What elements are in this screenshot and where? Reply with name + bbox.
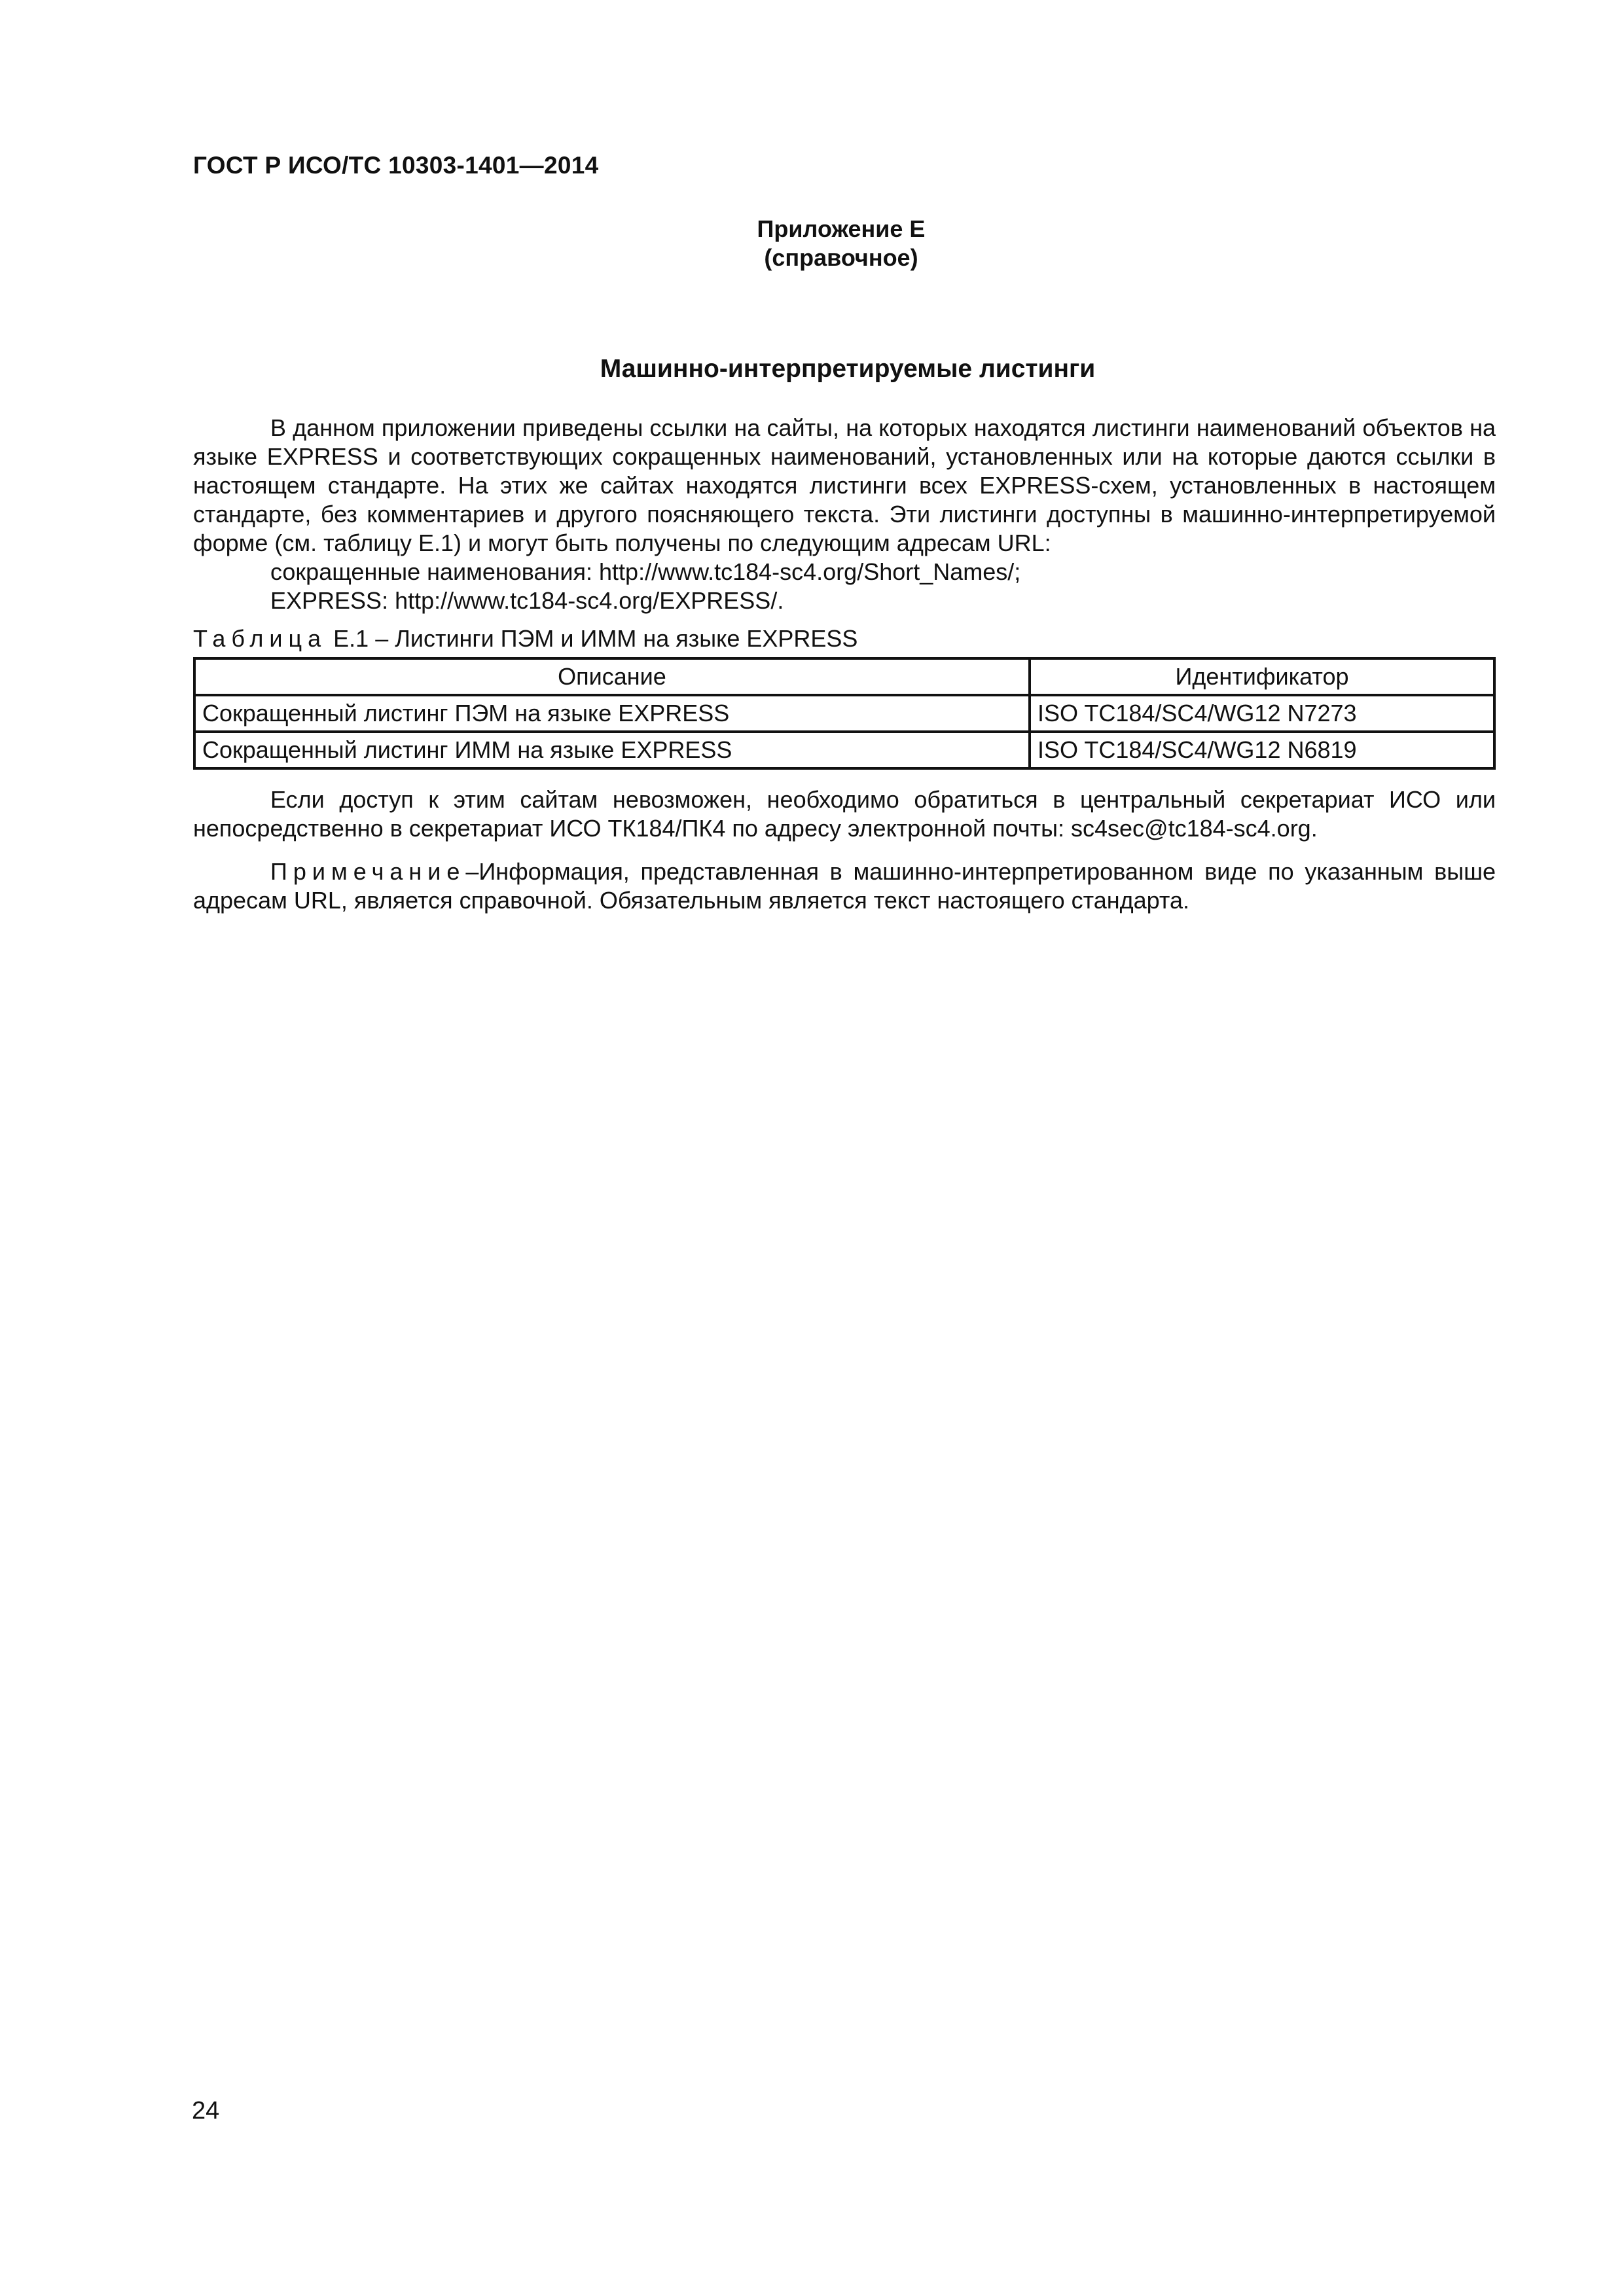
- table-header-row: [194, 658, 1494, 695]
- listings-table: [193, 657, 1496, 770]
- short-names-url-line: сокращенные наименования: http://www.tc184-sc4.org/Short_Names/;: [270, 558, 1021, 585]
- table-row: [194, 732, 1494, 768]
- table-caption-label: Таблица: [193, 625, 327, 652]
- table-caption: [193, 624, 1496, 653]
- table-row: [194, 695, 1494, 732]
- note-paragraph: [193, 857, 1496, 915]
- main-content: [193, 414, 1496, 915]
- contact-paragraph: Если доступ к этим сайтам невозможен, необходимо обратиться в центральный секретариат ИСО или непосредственно в секретариат ИСО ТК184/ПК4 по адресу электронной почты: sc4sec@tc184-sc4.org.: [193, 786, 1496, 842]
- appendix-type: (справочное): [764, 244, 918, 271]
- column-header-description: Описание: [194, 658, 1030, 695]
- table-cell-identifier: ISO TC184/SC4/WG12 N6819: [1030, 732, 1494, 768]
- note-label: Примечание: [270, 858, 466, 885]
- document-id-header: ГОСТ Р ИСО/ТС 10303-1401—2014: [193, 152, 599, 179]
- express-url-line: EXPRESS: http://www.tc184-sc4.org/EXPRESS/.: [270, 587, 784, 614]
- note-text: –Информация, представленная в машинно-интерпретированном виде по указанным выше адресам URL, является справочной. Обязательным является текст настоящего стандарта.: [193, 858, 1496, 914]
- page-number: 24: [192, 2097, 220, 2125]
- section-title: Машинно-интерпретируемые листинги: [600, 355, 1096, 383]
- appendix-title: Приложение Е: [757, 215, 926, 242]
- intro-paragraph: В данном приложении приведены ссылки на сайты, на которых находятся листинги наименований объектов на языке EXPRESS и соответствующих сокращенных наименований, установленных или на которые даются ссылки в настоящем стандарте. На этих же сайтах находятся листинги всех EXPRESS-схем, установленных в настоящем стандарте, без комментариев и другого поясняющего текста. Эти листинги доступны в машинно-интерпретируемой форме (см. таблицу Е.1) и могут быть получены по следующим адресам URL:: [193, 414, 1496, 556]
- table-cell-description: Сокращенный листинг ПЭМ на языке EXPRESS: [194, 695, 1030, 732]
- table-cell-identifier: ISO TC184/SC4/WG12 N7273: [1030, 695, 1494, 732]
- column-header-identifier: Идентификатор: [1030, 658, 1494, 695]
- appendix-heading: [193, 215, 1489, 272]
- table-cell-description: Сокращенный листинг ИММ на языке EXPRESS: [194, 732, 1030, 768]
- table-caption-text: Е.1 – Листинги ПЭМ и ИММ на языке EXPRESS: [327, 625, 858, 652]
